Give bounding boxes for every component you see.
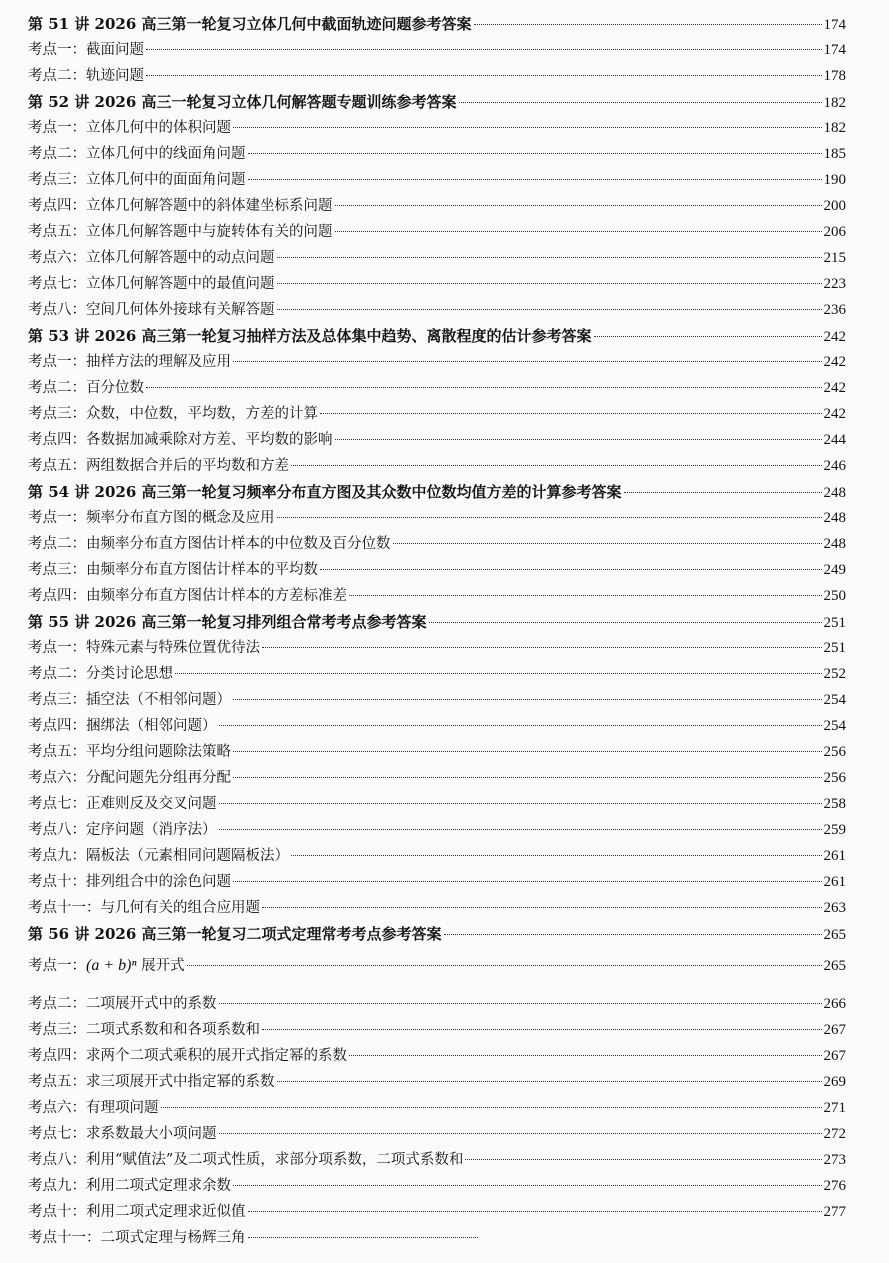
entry-title [28,956,185,976]
page-number: 242 [823,329,846,345]
dot-leader [444,934,822,935]
dot-leader [161,1107,822,1108]
entry-title-text: 考点四：各数据加减乘除对方差、平均数的影响 [28,432,333,448]
toc-point-entry[interactable] [28,690,846,710]
toc-point-entry[interactable] [28,1202,846,1222]
entry-formula: (a + b)ⁿ [86,957,137,974]
toc-point-entry[interactable] [28,430,846,450]
entry-title [28,716,217,736]
entry-title-text: 考点五：立体几何解答题中与旋转体有关的问题 [28,224,333,240]
entry-title-text: 考点二：由频率分布直方图估计样本的中位数及百分位数 [28,536,391,552]
entry-title-text: 考点五：求三项展开式中指定幂的系数 [28,1074,275,1090]
entry-title [28,924,442,944]
page-number: 269 [823,1074,846,1090]
dot-leader [219,1133,822,1134]
page-number: 248 [823,485,846,501]
dot-leader [277,517,822,518]
entry-title [28,586,347,606]
toc-point-entry[interactable] [28,196,846,216]
toc-point-entry[interactable] [28,40,846,60]
page-number: 267 [823,1048,846,1064]
entry-title-text: 考点八：利用“赋值法”及二项式性质，求部分项系数，二项式系数和 [28,1152,464,1168]
dot-leader [219,829,822,830]
entry-title-text: 考点十一：与几何有关的组合应用题 [28,900,260,916]
entry-title [28,482,622,502]
toc-point-entry[interactable] [28,794,846,814]
dot-leader [262,647,822,648]
page-number: 182 [823,120,846,136]
entry-title-text: 考点四：捆绑法（相邻问题） [28,718,217,734]
toc-point-entry[interactable] [28,638,846,658]
entry-title-text: 考点三：立体几何中的面面角问题 [28,172,246,188]
entry-title [28,742,231,762]
entry-title-text: 第 51 讲 2026 高三第一轮复习立体几何中截面轨迹问题参考答案 [28,15,472,33]
entry-title [28,66,144,86]
entry-title-text: 考点二：立体几何中的线面角问题 [28,146,246,162]
page-number: 254 [823,718,846,734]
toc-point-entry[interactable] [28,1228,480,1248]
dot-leader [349,595,822,596]
page-number: 259 [823,822,846,838]
toc-point-entry[interactable] [28,956,846,976]
entry-title [28,144,246,164]
toc-point-entry[interactable] [28,170,846,190]
page-number: 254 [823,692,846,708]
entry-title-text: 考点一：抽样方法的理解及应用 [28,354,231,370]
toc-point-entry[interactable] [28,1124,846,1144]
toc-point-entry[interactable] [28,508,846,528]
dot-leader [262,907,822,908]
dot-leader [233,1185,822,1186]
dot-leader [233,361,822,362]
entry-title [28,508,275,528]
entry-title [28,248,275,268]
toc-chapter-entry[interactable] [28,482,846,503]
entry-title-text: 考点二：轨迹问题 [28,68,144,84]
dot-leader [248,1211,822,1212]
page-number: 182 [823,95,846,111]
entry-title [28,1150,463,1170]
entry-title-text: 第 54 讲 2026 高三第一轮复习频率分布直方图及其众数中位数均值方差的计算参考答案 [28,483,622,501]
toc-point-entry[interactable] [28,352,846,372]
entry-title-text: 考点九：隔板法（元素相同问题隔板法） [28,848,289,864]
page-number: 250 [823,588,846,604]
entry-title-text: 考点二：二项展开式中的系数 [28,996,217,1012]
entry-title-text: 考点十：利用二项式定理求近似值 [28,1204,246,1220]
entry-title [28,664,173,684]
page-number: 223 [823,276,846,292]
page-number: 256 [823,770,846,786]
toc-point-entry[interactable] [28,1046,846,1066]
page-number: 248 [823,510,846,526]
entry-title [28,326,592,346]
page-number: 271 [823,1100,846,1116]
toc-point-entry[interactable] [28,1020,846,1040]
entry-title [28,1228,246,1248]
entry-title [28,638,260,658]
entry-title-text: 考点十：排列组合中的涂色问题 [28,874,231,890]
entry-title-text: 考点七：求系数最大小项问题 [28,1126,217,1142]
dot-leader [219,725,822,726]
entry-title-text: 考点一：特殊元素与特殊位置优待法 [28,640,260,656]
entry-title [28,456,289,476]
page-number: 251 [823,615,846,631]
entry-title-text: 第 55 讲 2026 高三第一轮复习排列组合常考考点参考答案 [28,613,427,631]
toc-point-entry[interactable] [28,820,846,840]
entry-title-text: 第 53 讲 2026 高三第一轮复习抽样方法及总体集中趋势、离散程度的估计参考答案 [28,327,592,345]
page-number: 276 [823,1178,846,1194]
entry-title [28,274,275,294]
entry-title [28,872,231,892]
entry-title [28,40,144,60]
entry-title [28,1098,159,1118]
entry-title-text: 考点一： [28,958,86,974]
entry-title [28,820,217,840]
entry-title [28,118,231,138]
page-number: 272 [823,1126,846,1142]
entry-title [28,1020,260,1040]
page-number: 249 [823,562,846,578]
page-number: 261 [823,874,846,890]
entry-title [28,994,217,1014]
entry-title [28,300,275,320]
toc-point-entry[interactable] [28,378,846,398]
dot-leader [459,102,822,103]
toc-point-entry[interactable] [28,742,846,762]
page-number: 242 [823,380,846,396]
dot-leader [175,673,822,674]
dot-leader [320,413,822,414]
entry-title-text: 考点五：两组数据合并后的平均数和方差 [28,458,289,474]
entry-title-text: 考点一：频率分布直方图的概念及应用 [28,510,275,526]
toc-point-entry[interactable] [28,456,846,476]
toc-point-entry[interactable] [28,664,846,684]
dot-leader [146,387,822,388]
dot-leader [465,1159,821,1160]
toc-point-entry[interactable] [28,898,846,918]
entry-title-text: 考点三：众数，中位数，平均数，方差的计算 [28,406,318,422]
toc-point-entry[interactable] [28,872,846,892]
page-number: 251 [823,640,846,656]
entry-title-text: 考点四：立体几何解答题中的斜体建坐标系问题 [28,198,333,214]
entry-title-text: 考点八：定序问题（消序法） [28,822,217,838]
page-number: 258 [823,796,846,812]
dot-leader [335,231,822,232]
page-number: 265 [823,927,846,943]
entry-title-text: 考点二：分类讨论思想 [28,666,173,682]
dot-leader [429,622,822,623]
toc-chapter-entry[interactable] [28,326,846,347]
dot-leader [233,777,822,778]
dot-leader [219,1003,822,1004]
entry-title-suffix: 展开式 [136,958,185,974]
dot-leader [248,1237,478,1238]
entry-title [28,196,333,216]
page-number: 190 [823,172,846,188]
entry-title [28,14,472,34]
toc-point-entry[interactable] [28,222,846,242]
entry-title [28,1176,231,1196]
entry-title [28,170,246,190]
entry-title [28,846,289,866]
toc-point-entry[interactable] [28,300,846,320]
entry-title [28,1124,217,1144]
entry-title-text: 考点四：由频率分布直方图估计样本的方差标准差 [28,588,347,604]
dot-leader [393,543,822,544]
dot-leader [320,569,822,570]
page-number: 242 [823,406,846,422]
page-number: 277 [823,1204,846,1220]
entry-title-text: 考点七：立体几何解答题中的最值问题 [28,276,275,292]
page-number: 261 [823,848,846,864]
page-number: 246 [823,458,846,474]
dot-leader [233,881,822,882]
page-number: 263 [823,900,846,916]
page-number: 178 [823,68,846,84]
entry-title [28,378,144,398]
dot-leader [187,965,822,966]
page-number: 236 [823,302,846,318]
dot-leader [277,1081,822,1082]
page-number: 244 [823,432,846,448]
toc-point-entry[interactable] [28,66,846,86]
page-number: 267 [823,1022,846,1038]
entry-title-text: 考点八：空间几何体外接球有关解答题 [28,302,275,318]
toc-chapter-entry[interactable] [28,612,846,633]
entry-title [28,430,333,450]
entry-title [28,534,391,554]
entry-title-text: 考点三：由频率分布直方图估计样本的平均数 [28,562,318,578]
toc-point-entry[interactable] [28,586,846,606]
page-number: 256 [823,744,846,760]
entry-title-text: 考点六：有理项问题 [28,1100,159,1116]
page-number: 242 [823,354,846,370]
dot-leader [335,439,822,440]
toc-point-entry[interactable] [28,1098,846,1118]
dot-leader [349,1055,822,1056]
toc-point-entry[interactable] [28,846,846,866]
page-number: 252 [823,666,846,682]
toc-point-entry[interactable] [28,144,846,164]
entry-title [28,222,333,242]
toc-point-entry[interactable] [28,1150,846,1170]
dot-leader [248,153,822,154]
page-number: 265 [823,958,846,974]
toc-point-entry[interactable] [28,118,846,138]
dot-leader [291,465,822,466]
dot-leader [233,751,822,752]
page-number: 206 [823,224,846,240]
entry-title-text: 考点四：求两个二项式乘积的展开式指定幂的系数 [28,1048,347,1064]
toc-point-entry[interactable] [28,560,846,580]
dot-leader [146,75,822,76]
entry-title [28,612,427,632]
toc-point-entry[interactable] [28,274,846,294]
entry-title-text: 考点三：插空法（不相邻问题） [28,692,231,708]
page-number: 174 [823,42,846,58]
entry-title-text: 考点三：二项式系数和和各项系数和 [28,1022,260,1038]
dot-leader [624,492,822,493]
page-number: 200 [823,198,846,214]
entry-title-text: 第 56 讲 2026 高三第一轮复习二项式定理常考考点参考答案 [28,925,442,943]
dot-leader [291,855,822,856]
entry-title-text: 考点五：平均分组问题除法策略 [28,744,231,760]
toc-point-entry[interactable] [28,404,846,424]
entry-title [28,794,217,814]
entry-title [28,560,318,580]
dot-leader [594,336,822,337]
page-number: 266 [823,996,846,1012]
toc-point-entry[interactable] [28,534,846,554]
entry-title-text: 第 52 讲 2026 高三一轮复习立体几何解答题专题训练参考答案 [28,93,457,111]
dot-leader [146,49,822,50]
entry-title-text: 考点十一：二项式定理与杨辉三角 [28,1230,246,1246]
toc-point-entry[interactable] [28,248,846,268]
dot-leader [248,179,822,180]
dot-leader [335,205,822,206]
entry-title [28,1046,347,1066]
dot-leader [219,803,822,804]
entry-title [28,1202,246,1222]
page-number: 248 [823,536,846,552]
page-number: 215 [823,250,846,266]
entry-title [28,1072,275,1092]
entry-title [28,352,231,372]
entry-title [28,768,231,788]
toc-chapter-entry[interactable] [28,924,846,945]
entry-title-text: 考点六：分配问题先分组再分配 [28,770,231,786]
entry-title-text: 考点九：利用二项式定理求余数 [28,1178,231,1194]
entry-title-text: 考点六：立体几何解答题中的动点问题 [28,250,275,266]
toc-point-entry[interactable] [28,716,846,736]
toc-point-entry[interactable] [28,768,846,788]
dot-leader [277,309,822,310]
dot-leader [233,127,822,128]
dot-leader [233,699,822,700]
entry-title-text: 考点七：正难则反及交叉问题 [28,796,217,812]
entry-title [28,92,457,112]
entry-title [28,404,318,424]
toc-chapter-entry[interactable] [28,14,846,35]
entry-title-text: 考点二：百分位数 [28,380,144,396]
dot-leader [262,1029,822,1030]
page-number: 185 [823,146,846,162]
toc-point-entry[interactable] [28,1176,846,1196]
entry-title-text: 考点一：立体几何中的体积问题 [28,120,231,136]
toc-point-entry[interactable] [28,1072,846,1092]
dot-leader [277,283,822,284]
page-number: 273 [823,1152,846,1168]
dot-leader [277,257,822,258]
dot-leader [474,24,822,25]
page-number: 174 [823,17,846,33]
entry-title [28,898,260,918]
entry-title [28,690,231,710]
toc-chapter-entry[interactable] [28,92,846,113]
entry-title-text: 考点一：截面问题 [28,42,144,58]
toc-point-entry[interactable] [28,994,846,1014]
